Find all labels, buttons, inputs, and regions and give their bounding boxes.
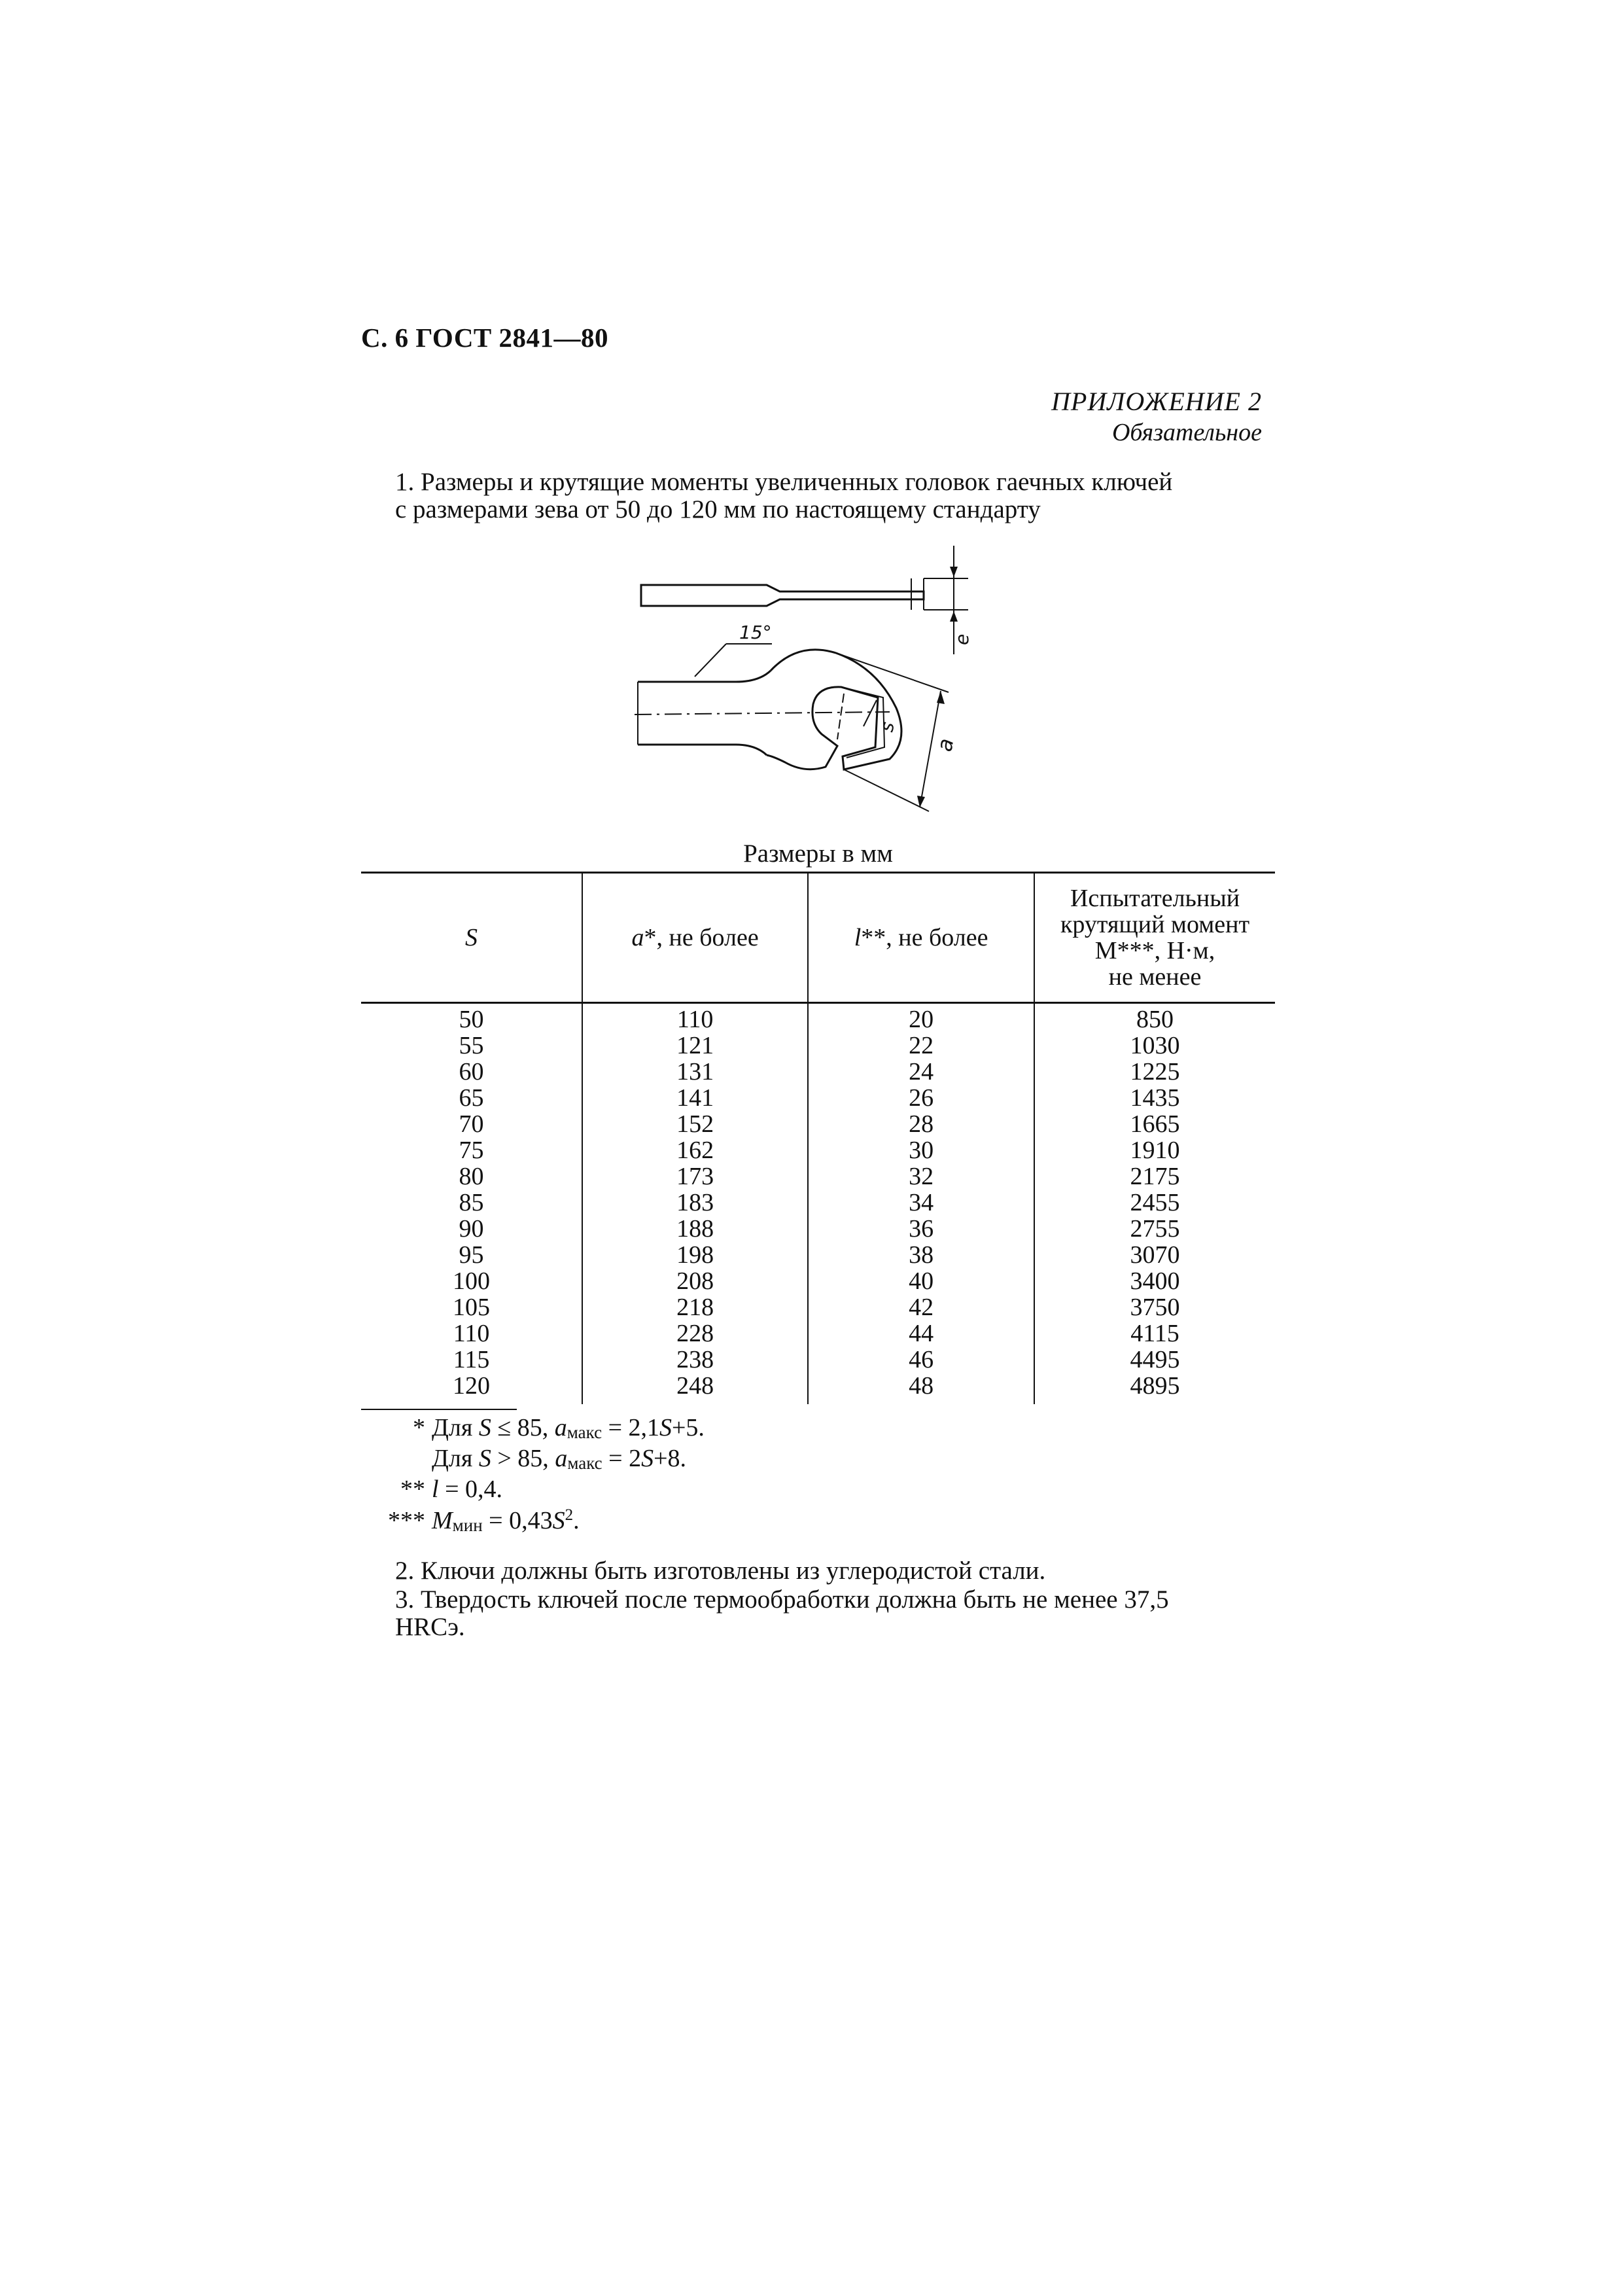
cell-l: 24 — [808, 1059, 1034, 1085]
cell-l: 22 — [808, 1033, 1034, 1059]
header-l: l**, не более — [808, 873, 1034, 1003]
table-row — [361, 1033, 1275, 1059]
cell-a: 198 — [582, 1242, 808, 1268]
cell-torque: 1225 — [1034, 1059, 1275, 1085]
cell-s: 75 — [459, 1137, 484, 1164]
cell-s: 100 — [453, 1267, 491, 1295]
cell-torque: 850 — [1034, 1003, 1275, 1033]
cell-s: 80 — [459, 1163, 484, 1190]
cell-torque: 2175 — [1034, 1163, 1275, 1190]
footnote-3: *** $M_{мин} = 0,43S^2$. — [388, 1506, 580, 1535]
dimension-s-line — [864, 700, 877, 726]
cell-l: 32 — [808, 1163, 1034, 1190]
cell-torque: 1910 — [1034, 1137, 1275, 1163]
cell-torque: 2455 — [1034, 1190, 1275, 1216]
table-row — [361, 1003, 1275, 1033]
table-row — [361, 1111, 1275, 1137]
wrench-side-view — [641, 585, 924, 606]
section-3-paragraph — [361, 1586, 1275, 1641]
cell-l: 30 — [808, 1137, 1034, 1163]
footnotes — [361, 1415, 705, 1538]
cell-s: 90 — [459, 1215, 484, 1243]
cell-torque: 3070 — [1034, 1242, 1275, 1268]
cell-a: 173 — [582, 1163, 808, 1190]
footnote-rule — [361, 1409, 517, 1410]
wrench-handle — [638, 671, 771, 755]
table-row — [361, 1163, 1275, 1190]
cell-torque: 3750 — [1034, 1294, 1275, 1320]
section-1-line-1: 1. Размеры и крутящие моменты увеличенных головок гаечных ключей — [395, 468, 1173, 496]
cell-l: 42 — [808, 1294, 1034, 1320]
angle-label: 15° — [739, 622, 772, 643]
cell-a: 183 — [582, 1190, 808, 1216]
table-row — [361, 1085, 1275, 1111]
cell-l: 38 — [808, 1242, 1034, 1268]
cell-torque: 2755 — [1034, 1216, 1275, 1242]
wrench-head — [767, 650, 901, 769]
header-torque: Испытательный крутящий момент М***, Н·м, не менее — [1034, 873, 1275, 1003]
cell-torque: 3400 — [1034, 1268, 1275, 1294]
cell-s: 70 — [459, 1110, 484, 1138]
cell-s: 55 — [459, 1032, 484, 1059]
cell-l: 26 — [808, 1085, 1034, 1111]
cell-l: 28 — [808, 1111, 1034, 1137]
cell-l: 20 — [808, 1003, 1034, 1033]
cell-s: 120 — [453, 1372, 491, 1400]
cell-a: 238 — [582, 1347, 808, 1373]
table-row — [361, 1190, 1275, 1216]
cell-a: 121 — [582, 1033, 808, 1059]
cell-l: 46 — [808, 1347, 1034, 1373]
page-header: С. 6 ГОСТ 2841—80 — [361, 323, 609, 353]
cell-torque: 1030 — [1034, 1033, 1275, 1059]
cell-l: 36 — [808, 1216, 1034, 1242]
table-row — [361, 1268, 1275, 1294]
cell-torque: 4115 — [1034, 1320, 1275, 1347]
label-s: s — [875, 720, 899, 734]
section-3-line-2: HRCэ. — [395, 1613, 465, 1641]
appendix-heading — [1051, 386, 1262, 448]
cell-s: 50 — [459, 1006, 484, 1033]
table-row — [361, 1373, 1275, 1404]
cell-a: 141 — [582, 1085, 808, 1111]
table-row — [361, 1294, 1275, 1320]
cell-a: 131 — [582, 1059, 808, 1085]
cell-l: 40 — [808, 1268, 1034, 1294]
section-1-line-2: с размерами зева от 50 до 120 мм по настоящему стандарту — [395, 495, 1041, 523]
table-units-caption: Размеры в мм — [743, 839, 893, 868]
cell-s: 85 — [459, 1189, 484, 1216]
cell-a: 188 — [582, 1216, 808, 1242]
table-row — [361, 1242, 1275, 1268]
appendix-subtitle: Обязательное — [1111, 419, 1262, 446]
label-a: a — [932, 736, 959, 754]
cell-a: 208 — [582, 1268, 808, 1294]
section-2-paragraph: 2. Ключи должны быть изготовлены из углеродистой стали. — [395, 1557, 1046, 1585]
table-row — [361, 1137, 1275, 1163]
cell-a: 110 — [582, 1003, 808, 1033]
table-row — [361, 1347, 1275, 1373]
cell-a: 162 — [582, 1137, 808, 1163]
section-3-line-1: 3. Твердость ключей после термообработки должна быть не менее 37,5 — [395, 1585, 1169, 1614]
cell-torque: 4495 — [1034, 1347, 1275, 1373]
cell-s: 105 — [453, 1294, 491, 1321]
cell-s: 65 — [459, 1084, 484, 1112]
cell-torque: 4895 — [1034, 1373, 1275, 1404]
table-row — [361, 1059, 1275, 1085]
table-row — [361, 1216, 1275, 1242]
cell-a: 248 — [582, 1373, 808, 1404]
dimension-a-extension — [836, 653, 949, 692]
footnote-2: ** l = 0,4. — [400, 1475, 502, 1503]
label-e: e — [951, 633, 973, 645]
cell-l: 44 — [808, 1320, 1034, 1347]
cell-l: 48 — [808, 1373, 1034, 1404]
cell-torque: 1665 — [1034, 1111, 1275, 1137]
cell-s: 110 — [453, 1320, 490, 1347]
cell-torque: 1435 — [1034, 1085, 1275, 1111]
cell-s: 60 — [459, 1058, 484, 1086]
cell-a: 152 — [582, 1111, 808, 1137]
cell-a: 228 — [582, 1320, 808, 1347]
wrench-head-drawing — [628, 537, 994, 824]
cell-s: 95 — [459, 1241, 484, 1269]
appendix-title: ПРИЛОЖЕНИЕ 2 — [1051, 387, 1262, 416]
cell-a: 218 — [582, 1294, 808, 1320]
footnote-1: * Для S ≤ 85, $a_{макс} = 2,1S+5$. — [413, 1414, 705, 1442]
section-1-paragraph — [361, 468, 1275, 523]
table-body — [361, 1003, 1275, 1405]
angle-leader — [695, 644, 726, 677]
header-s: S — [361, 873, 582, 1003]
header-a: a*, не более — [582, 873, 808, 1003]
table-header-row — [361, 873, 1275, 1003]
cell-l: 34 — [808, 1190, 1034, 1216]
dimensions-table — [361, 872, 1275, 1404]
footnote-1-continued: Для S > 85, $a_{макс} = 2S+8$. — [432, 1445, 687, 1473]
centerline — [635, 712, 890, 715]
table-row — [361, 1320, 1275, 1347]
cell-s: 115 — [453, 1346, 490, 1373]
